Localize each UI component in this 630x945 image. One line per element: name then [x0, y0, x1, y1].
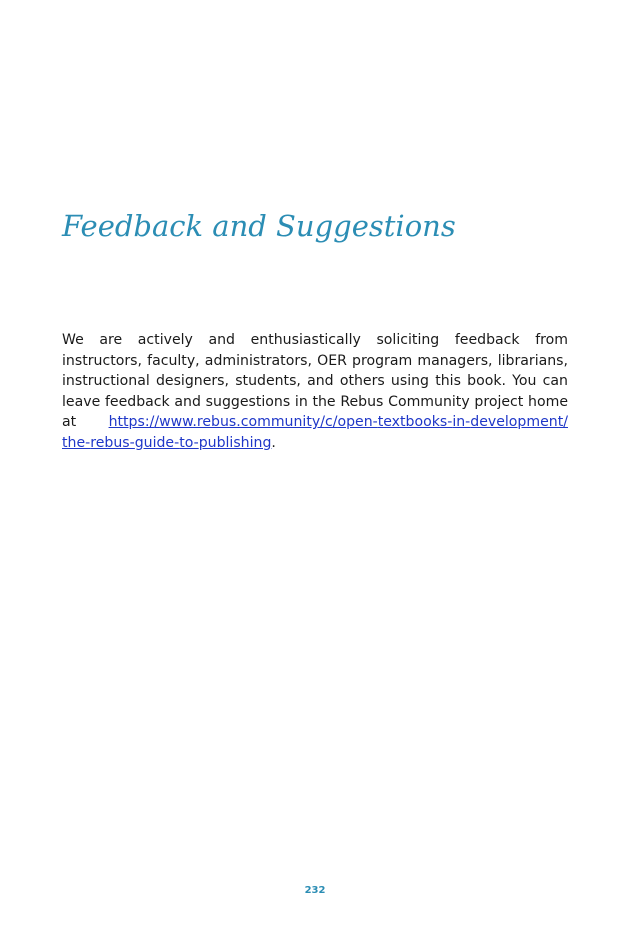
page-number: 232	[304, 885, 326, 896]
paragraph-text: We are actively and enthusiastically soliciting feedback from instructors, faculty, administrators, OER program managers, librarians, instructional designers, students, and others using this book. You can leave feedback and suggestions in the Rebus Community project home at	[62, 332, 568, 431]
paragraph-end: .	[271, 434, 276, 451]
rebus-community-link[interactable]: https://www.rebus.community/c/open-textbooks-in-development/the-rebus-guide-to-publishing	[62, 414, 568, 451]
feedback-paragraph	[62, 330, 568, 454]
page-title: Feedback and Suggestions	[62, 209, 456, 243]
